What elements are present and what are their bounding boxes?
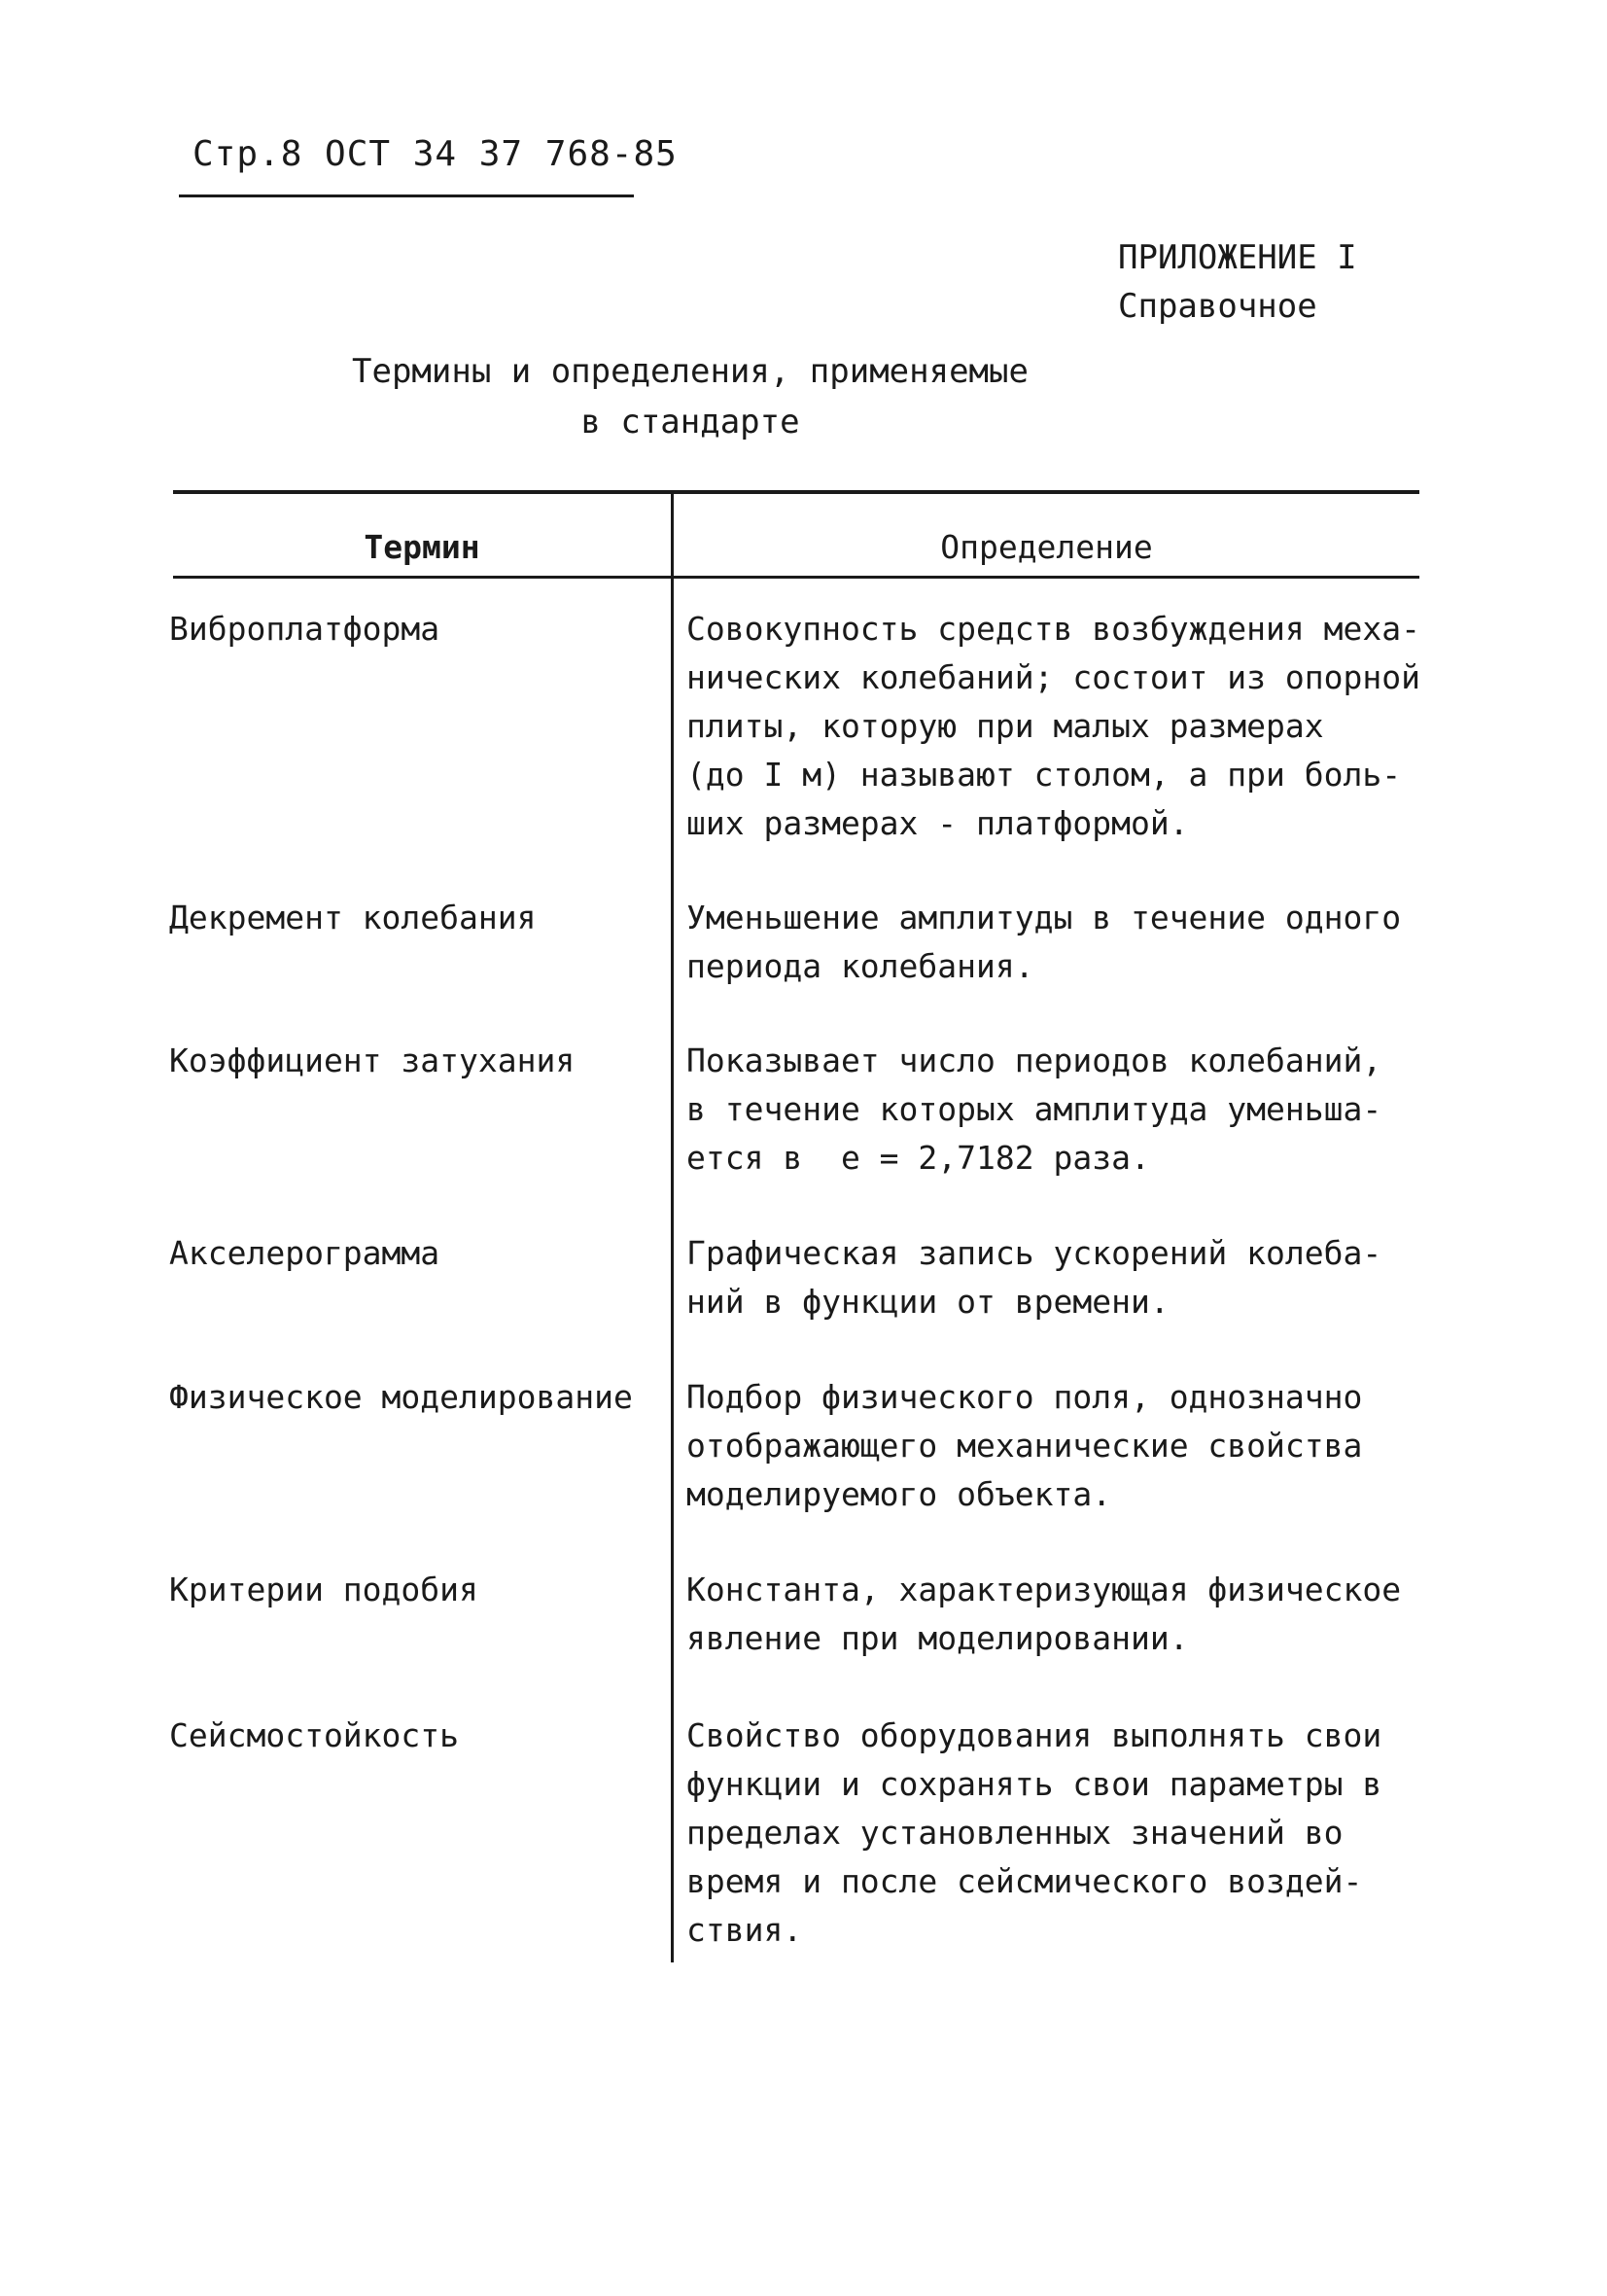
definition-line: Графическая запись ускорений колеба- (686, 1234, 1382, 1272)
definition-line: моделируемого объекта. (686, 1475, 1112, 1513)
definition-line: в течение которых амплитуда уменьша- (686, 1090, 1382, 1128)
definition-line: ний в функции от времени. (686, 1283, 1170, 1321)
definition-line: периода колебания. (686, 947, 1034, 985)
definition-cell (686, 894, 1419, 991)
term-cell: Коэффициент затухания (169, 1042, 576, 1079)
definition-line: пределах установленных значений во (686, 1814, 1344, 1852)
title-line-2: в стандарте (580, 403, 800, 442)
table-top-rule (173, 490, 1419, 494)
definition-cell (686, 1229, 1419, 1326)
definition-line: Уменьшение амплитуды в течение одного (686, 899, 1402, 936)
definition-line: ствия. (686, 1911, 803, 1949)
definition-line: ется в e = 2,7182 раза. (686, 1139, 1150, 1177)
definition-line: явление при моделировании. (686, 1619, 1189, 1657)
definition-cell (686, 1566, 1419, 1663)
term-cell: Сейсмостойкость (169, 1716, 460, 1754)
table-header-rule (173, 576, 1419, 579)
column-divider (671, 494, 674, 1962)
term-cell: Критерии подобия (169, 1571, 478, 1608)
definition-line: плиты, которую при малых размерах (686, 707, 1324, 745)
definition-line: нических колебаний; состоит из опорной (686, 658, 1420, 696)
definition-line: Константа, характеризующая физическое (686, 1571, 1402, 1608)
column-header-definition: Определение (940, 528, 1153, 566)
definition-line: Свойство оборудования выполнять свои (686, 1716, 1382, 1754)
title-line-1: Термины и определения, применяемые (352, 352, 1029, 391)
definition-line: функции и сохранять свои параметры в (686, 1765, 1382, 1803)
terms-table (169, 490, 1420, 1968)
term-cell: Декремент колебания (169, 899, 537, 936)
appendix-label: ПРИЛОЖЕНИЕ I (1118, 238, 1357, 277)
definition-line: Совокупность средств возбуждения меха- (686, 610, 1420, 648)
term-cell: Виброплатформа (169, 610, 440, 648)
definition-cell (686, 1373, 1419, 1519)
term-cell: Физическое моделирование (169, 1378, 633, 1416)
column-header-term: Термин (364, 528, 480, 566)
definition-line: отображающего механические свойства (686, 1427, 1363, 1465)
term-cell: Акселерограмма (169, 1234, 440, 1272)
header-underline (179, 194, 634, 197)
definition-line: время и после сейсмического воздей- (686, 1862, 1363, 1900)
definition-line: (до I м) называют столом, а при боль- (686, 756, 1402, 794)
definition-cell (686, 605, 1419, 848)
page-reference: Стр.8 ОСТ 34 37 768-85 (192, 134, 678, 174)
definition-line: Подбор физического поля, однозначно (686, 1378, 1363, 1416)
definition-cell (686, 1712, 1419, 1955)
definition-cell (686, 1037, 1419, 1183)
definition-line: ших размерах - платформой. (686, 804, 1189, 842)
document-title (292, 346, 1089, 447)
appendix-type: Справочное (1118, 287, 1317, 326)
appendix-heading (1118, 233, 1357, 331)
definition-line: Показывает число периодов колебаний, (686, 1042, 1382, 1079)
